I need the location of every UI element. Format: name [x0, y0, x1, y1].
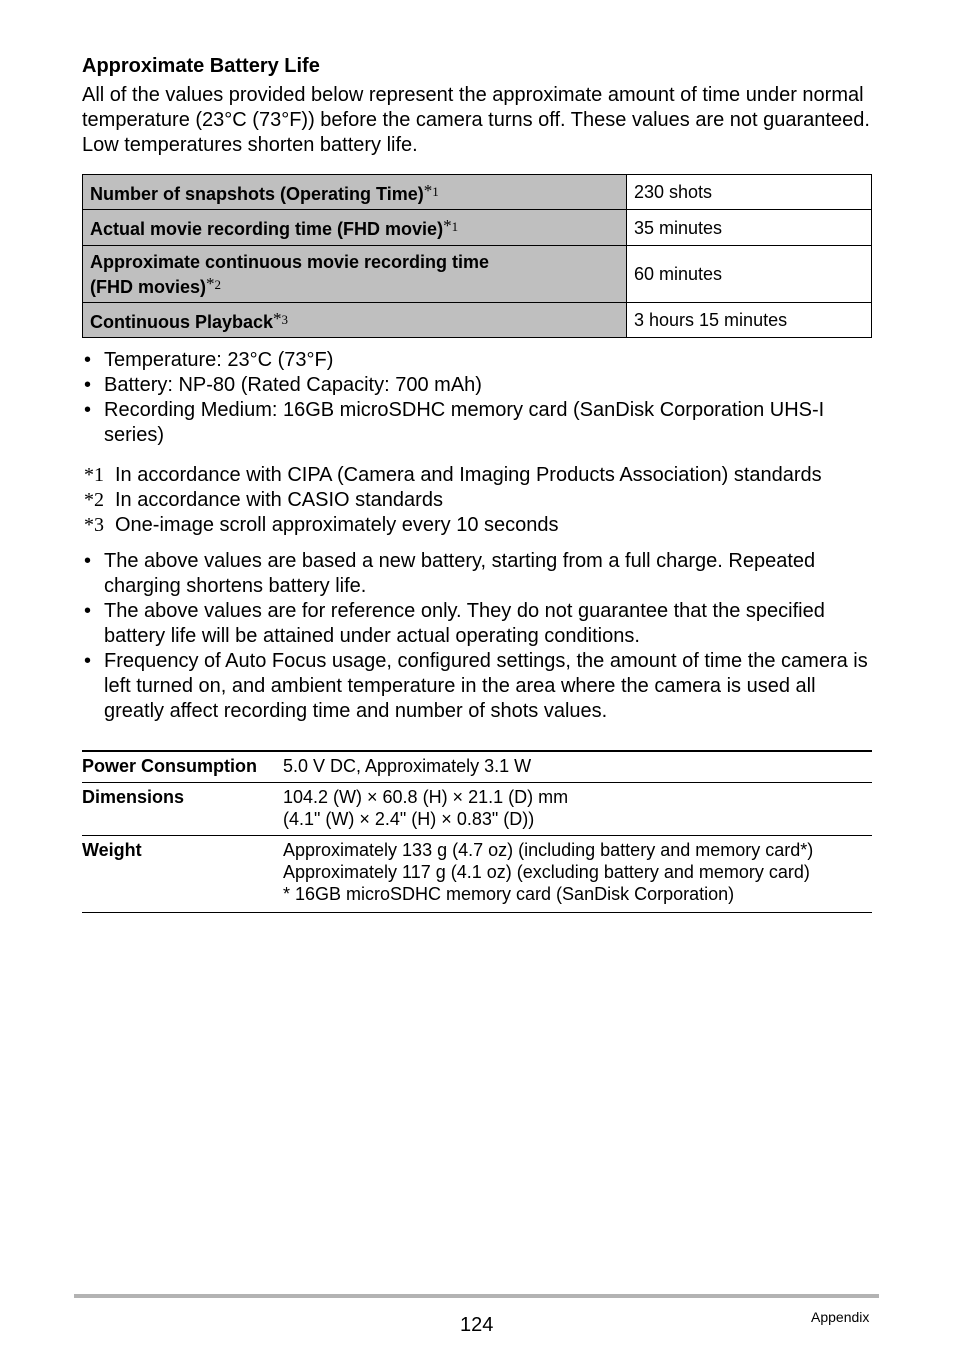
footnote-ref: *2	[206, 273, 222, 293]
table-row	[82, 836, 872, 913]
list-item: • Temperature: 23°C (73°F)	[84, 349, 334, 371]
row-label: Number of snapshots (Operating Time)*1	[83, 175, 627, 210]
row-label: Continuous Playback*3	[83, 303, 627, 338]
battery-life-table	[82, 174, 872, 338]
list-item: • Frequency of Auto Focus usage, configured settings, the amount of time the camera is left turned on, and ambient temperature in the area where the camera is used all greatly affect recording time and number of shots values.	[84, 650, 868, 722]
spec-label: Dimensions	[82, 787, 185, 807]
table-row	[83, 246, 872, 303]
spec-label: Power Consumption	[82, 756, 257, 776]
bullet-icon: •	[84, 374, 92, 396]
list-item: • Recording Medium: 16GB microSDHC memory card (SanDisk Corporation UHS-I series)	[84, 399, 825, 446]
footnote: *3 One-image scroll approximately every 10 seconds	[84, 514, 559, 536]
footnote-ref: *1	[423, 180, 439, 200]
spec-value: 104.2 (W) × 60.8 (H) × 21.1 (D) mm (4.1" (W) × 2.4" (H) × 0.83" (D))	[283, 787, 569, 829]
table-row	[83, 303, 872, 338]
row-label: Actual movie recording time (FHD movie)*1	[83, 210, 627, 246]
page-number: 124	[460, 1314, 494, 1336]
row-label: Approximate continuous movie recording time (FHD movies)*2	[83, 246, 627, 303]
footer-divider	[74, 1294, 879, 1298]
list-item: • The above values are based a new battery, starting from a full charge. Repeated charging shortens battery life.	[84, 550, 816, 597]
specifications-table	[82, 750, 872, 913]
list-item: • The above values are for reference only. They do not guarantee that the specified battery life will be attained under actual operating conditions.	[84, 600, 825, 647]
table-row	[82, 783, 872, 836]
spec-label: Weight	[82, 840, 142, 860]
footnote-ref: *1	[443, 216, 459, 235]
spec-value: Approximately 133 g (4.7 oz) (including battery and memory card*) Approximately 117 g (4.1 oz) (excluding battery and memory card) * 16GB microSDHC memory card (SanDisk Corporation)	[283, 840, 814, 904]
footnote: *1 In accordance with CIPA (Camera and Imaging Products Association) standards	[84, 464, 822, 486]
bullet-icon: •	[84, 399, 92, 421]
remarks-list	[82, 549, 872, 724]
test-conditions-list	[82, 348, 872, 448]
row-value: 60 minutes	[627, 246, 872, 303]
table-row	[83, 210, 872, 246]
table-row	[82, 751, 872, 783]
section-label: Appendix	[811, 1309, 870, 1325]
bullet-icon: •	[84, 349, 92, 371]
bullet-icon: •	[84, 600, 92, 622]
bullet-icon: •	[84, 550, 92, 572]
intro-paragraph: All of the values provided below represent the approximate amount of time under normal temperature (23°C (73°F)) before the camera turns off. These values are not guaranteed. Low temperatures shorten battery life.	[82, 84, 870, 156]
row-value: 230 shots	[627, 175, 872, 210]
spec-value: 5.0 V DC, Approximately 3.1 W	[283, 756, 532, 776]
list-item: • Battery: NP-80 (Rated Capacity: 700 mAh)	[84, 374, 482, 396]
footnote: *2 In accordance with CASIO standards	[84, 489, 443, 511]
footnote-ref: *3	[273, 308, 289, 328]
page-title: Approximate Battery Life	[82, 55, 320, 77]
bullet-icon: •	[84, 650, 92, 672]
row-value: 3 hours 15 minutes	[627, 303, 872, 338]
footnotes	[84, 463, 822, 538]
row-value: 35 minutes	[627, 210, 872, 246]
table-row	[83, 175, 872, 210]
